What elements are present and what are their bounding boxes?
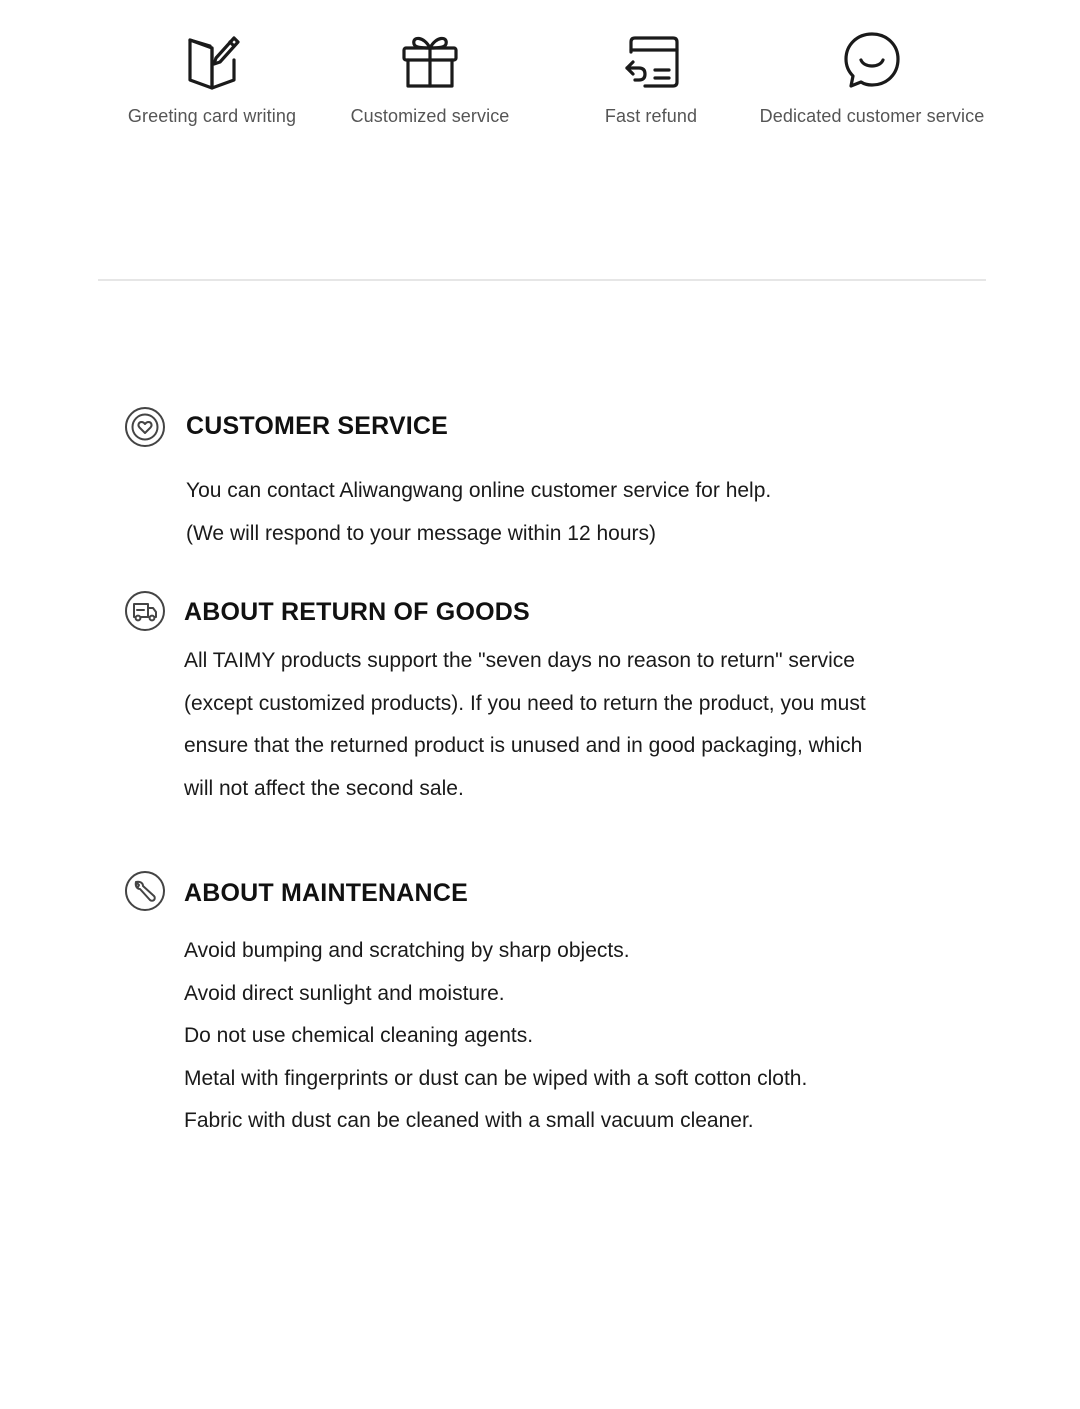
section-line: Do not use chemical cleaning agents. [184,1024,534,1048]
section-line: Avoid direct sunlight and moisture. [184,981,505,1005]
feature-label: Dedicated customer service [759,106,985,126]
section-divider [98,279,986,281]
wrench-icon [124,870,166,912]
heart-badge-icon [124,406,166,448]
section-line: All TAIMY products support the "seven days no reason to return" service [184,649,855,672]
section-title: ABOUT RETURN OF GOODS [184,598,530,626]
chat-smile-icon [840,28,904,92]
gift-icon [398,28,462,92]
feature-fast-refund [531,28,771,127]
feature-label: Customized service [350,106,510,126]
service-features [0,28,1080,138]
feature-customer-service [752,28,992,127]
section-title: CUSTOMER SERVICE [186,412,449,440]
section-line: ensure that the returned product is unused and in good packaging, which [184,734,863,758]
section-body [184,640,1004,810]
section-line: (We will respond to your message within 12 hours) [186,521,656,545]
section-line: (except customized products). If you need to return the product, you must [184,691,866,715]
feature-customized [310,28,550,127]
book-pencil-icon [180,28,244,92]
section-title: ABOUT MAINTENANCE [184,879,468,907]
wallet-refund-icon [619,28,683,92]
section-line: Avoid bumping and scratching by sharp objects. [184,939,630,962]
section-body [186,470,1006,555]
section-body [184,930,1004,1143]
feature-label: Fast refund [604,106,698,126]
section-line: Fabric with dust can be cleaned with a small vacuum cleaner. [184,1109,754,1133]
section-line: You can contact Aliwangwang online customer service for help. [186,479,772,502]
feature-label: Greeting card writing [127,106,297,126]
feature-greeting-card [92,28,332,127]
delivery-truck-icon [124,590,166,632]
section-line: Metal with fingerprints or dust can be wiped with a soft cotton cloth. [184,1066,808,1090]
section-line: will not affect the second sale. [184,776,464,800]
